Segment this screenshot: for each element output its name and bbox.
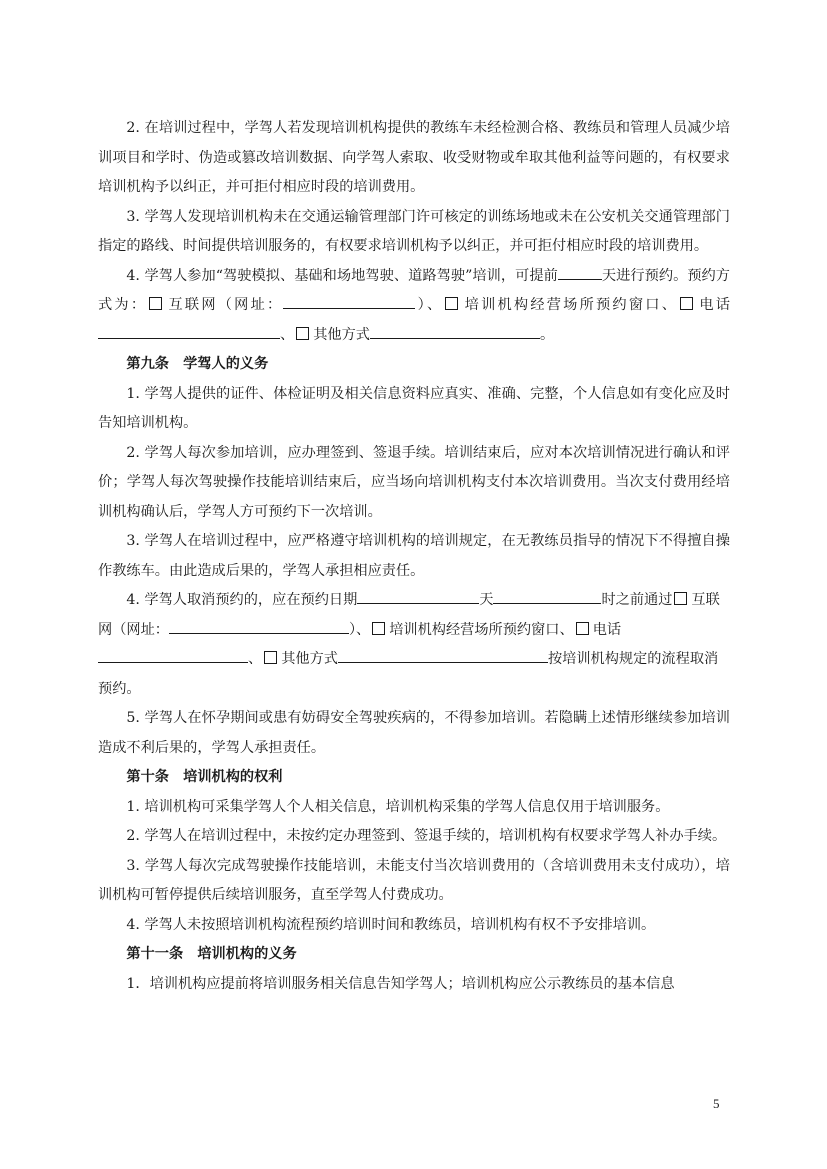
paragraph-9-5: 5. 学驾人在怀孕期间或患有妨碍安全驾驶疾病的，不得参加培训。若隐瞒上述情形继续参加培训造成不利后果的，学驾人承担责任。 — [98, 710, 730, 756]
window-checkbox[interactable] — [445, 297, 458, 310]
cancel-phone-blank[interactable] — [98, 647, 248, 663]
document-body — [98, 114, 730, 999]
paragraph-9-2: 2. 学驾人每次参加培训，应办理签到、签退手续。培训结束后，应对本次培训情况进行确认和评价；学驾人每次驾驶操作技能培训结束后，应当场向培训机构支付本次培训费用。当次支付费用经培训机构确认后，学驾人方可预约下一次培训。 — [98, 444, 730, 520]
phone-blank[interactable] — [98, 323, 280, 339]
cancel-days-blank[interactable] — [357, 588, 479, 604]
cancel-phone-checkbox[interactable] — [576, 622, 589, 635]
other-method-blank[interactable] — [370, 323, 540, 339]
paragraph-10-4: 4. 学驾人未按照培训机构流程预约培训时间和教练员，培训机构有权不予安排培训。 — [126, 916, 656, 933]
article-11-heading: 第十一条 培训机构的义务 — [126, 946, 297, 962]
internet-checkbox[interactable] — [149, 297, 162, 310]
cancel-internet-checkbox[interactable] — [674, 592, 687, 605]
paragraph-10-2: 2. 学驾人在培训过程中，未按约定办理签到、签退手续的，培训机构有权要求学驾人补办手续。 — [126, 828, 727, 844]
other-checkbox[interactable] — [296, 327, 309, 340]
paragraph-8-4: 4. 学驾人参加“驾驶模拟、基础和场地驾驶、道路驾驶”培训，可提前 天进行预约。预约方式为： 互联网（网址： ）、 培训机构经营场所预约窗口、 电话、 其他方式 。 — [98, 262, 730, 351]
cancel-window-checkbox[interactable] — [372, 622, 385, 635]
paragraph-11-1: 1．培训机构应提前将培训服务相关信息告知学驾人；培训机构应公示教练员的基本信息 — [126, 975, 675, 992]
phone-checkbox[interactable] — [680, 297, 693, 310]
paragraph-9-4: 4. 学驾人取消预约的，应在预约日期 天 时之前通过 互联网（网址： ）、 培训机构经营场所预约窗口、 电话、 其他方式 按培训机构规定的流程取消预约。 — [98, 586, 730, 704]
cancel-hours-blank[interactable] — [493, 588, 601, 604]
paragraph-8-2: 2. 在培训过程中，学驾人若发现培训机构提供的教练车未经检测合格、教练员和管理人员减少培训项目和学时、伪造或篡改培训数据、向学驾人索取、收受财物或牟取其他利益等问题的，有权要求培训机构予以纠正，并可拒付相应时段的培训费用。 — [98, 120, 730, 195]
article-10-heading: 第十条 培训机构的权利 — [126, 769, 283, 785]
paragraph-10-1: 1. 培训机构可采集学驾人个人相关信息，培训机构采集的学驾人信息仅用于培训服务。 — [126, 798, 670, 815]
website-blank[interactable] — [283, 293, 415, 309]
cancel-other-checkbox[interactable] — [264, 651, 277, 664]
article-9-heading: 第九条 学驾人的义务 — [126, 356, 269, 372]
paragraph-8-3: 3. 学驾人发现培训机构未在交通运输管理部门许可核定的训练场地或未在公安机关交通管理部门指定的路线、时间提供培训服务的，有权要求培训机构予以纠正，并可拒付相应时段的培训费用。 — [98, 208, 730, 254]
advance-days-blank[interactable] — [558, 264, 602, 280]
paragraph-9-3: 3. 学驾人在培训过程中，应严格遵守培训机构的培训规定，在无教练员指导的情况下不得擅自操作教练车。由此造成后果的，学驾人承担相应责任。 — [98, 533, 730, 579]
page-number: 5 — [713, 1096, 720, 1111]
paragraph-10-3: 3. 学驾人每次完成驾驶操作技能培训，未能支付当次培训费用的（含培训费用未支付成功），培训机构可暂停提供后续培训服务，直至学驾人付费成功。 — [98, 857, 730, 903]
paragraph-9-1: 1. 学驾人提供的证件、体检证明及相关信息资料应真实、准确、完整，个人信息如有变化应及时告知培训机构。 — [98, 385, 730, 431]
cancel-other-blank[interactable] — [338, 647, 548, 663]
cancel-website-blank[interactable] — [169, 618, 349, 634]
